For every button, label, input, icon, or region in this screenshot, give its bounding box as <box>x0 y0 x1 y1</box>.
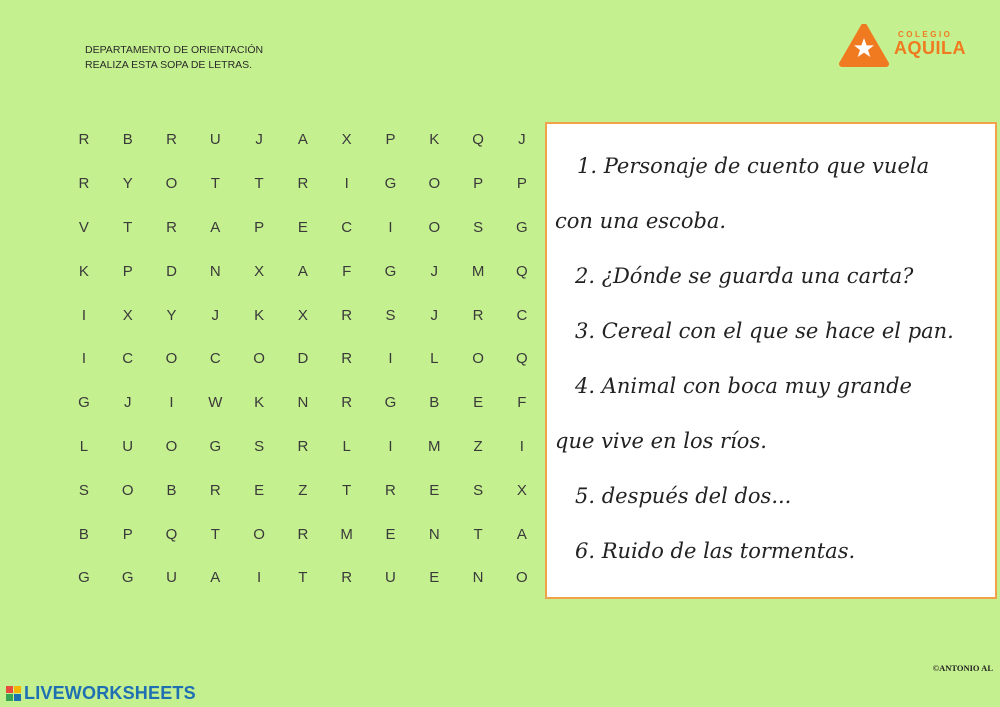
grid-cell[interactable]: P <box>385 131 396 149</box>
grid-cell[interactable]: J <box>255 131 263 149</box>
grid-cell[interactable]: R <box>341 569 353 587</box>
header-instruction: REALIZA ESTA SOPA DE LETRAS. <box>85 59 253 71</box>
grid-cell[interactable]: O <box>253 525 265 543</box>
grid-cell[interactable]: I <box>257 569 262 587</box>
grid-cell[interactable]: R <box>166 131 177 149</box>
grid-cell[interactable]: R <box>472 306 484 324</box>
clue-5: 5. después del dos... <box>575 484 792 508</box>
grid-cell[interactable]: X <box>122 306 133 324</box>
grid-cell[interactable]: E <box>429 481 440 499</box>
clue-2: 2. ¿Dónde se guarda una carta? <box>575 264 914 288</box>
grid-cell[interactable]: R <box>341 306 353 324</box>
grid-cell[interactable]: J <box>430 306 439 324</box>
grid-cell[interactable]: J <box>211 306 220 324</box>
grid-cell[interactable]: B <box>122 131 133 149</box>
grid-cell[interactable]: O <box>428 218 441 236</box>
header <box>85 43 263 73</box>
grid-cell[interactable]: R <box>341 350 353 368</box>
grid-cell[interactable]: P <box>122 525 133 543</box>
liveworksheets-logo-icon <box>6 686 21 701</box>
grid-cell[interactable]: U <box>385 569 396 587</box>
grid-cell[interactable]: P <box>122 262 133 280</box>
grid-cell[interactable]: Y <box>166 306 177 324</box>
grid-cell[interactable]: I <box>519 437 524 455</box>
clues-box <box>545 122 997 599</box>
grid-cell[interactable]: P <box>254 218 265 236</box>
grid-cell[interactable]: L <box>430 350 439 368</box>
grid-cell[interactable]: P <box>516 175 527 193</box>
clue-6: 6. Ruido de las tormentas. <box>575 539 856 563</box>
grid-cell[interactable]: J <box>430 262 439 280</box>
grid-cell[interactable]: I <box>388 350 393 368</box>
grid-cell[interactable]: Y <box>122 175 133 193</box>
grid-cell[interactable]: E <box>297 218 308 236</box>
grid-cell[interactable]: K <box>78 262 89 280</box>
school-logo <box>838 22 973 68</box>
grid-cell[interactable]: M <box>340 525 353 543</box>
grid-cell[interactable]: F <box>517 394 527 412</box>
grid-cell[interactable]: P <box>473 175 484 193</box>
grid-cell[interactable]: D <box>166 262 177 280</box>
grid-cell[interactable]: J <box>123 394 132 412</box>
grid-cell[interactable]: D <box>297 350 309 368</box>
grid-cell[interactable]: O <box>516 569 528 587</box>
grid-cell[interactable]: O <box>428 175 441 193</box>
grid-cell[interactable]: E <box>429 569 440 587</box>
grid-cell[interactable]: R <box>78 131 90 149</box>
grid-cell[interactable]: I <box>388 437 393 455</box>
grid-cell[interactable]: R <box>341 394 353 412</box>
clue-1: 1. Personaje de cuento que vuela <box>577 154 930 178</box>
grid-cell[interactable]: J <box>518 131 526 149</box>
grid-cell[interactable]: Q <box>516 350 528 368</box>
grid-cell[interactable]: Z <box>473 437 483 455</box>
grid-cell[interactable]: X <box>516 481 527 499</box>
grid-cell[interactable]: E <box>254 481 265 499</box>
grid-cell[interactable]: K <box>254 394 265 412</box>
star-logo-icon <box>838 24 890 68</box>
grid-cell[interactable]: Q <box>516 262 528 280</box>
grid-cell[interactable]: Q <box>165 525 178 543</box>
header-department: DEPARTAMENTO DE ORIENTACIÓN <box>85 44 264 56</box>
grid-cell[interactable]: B <box>429 394 440 412</box>
grid-cell[interactable]: I <box>344 175 349 193</box>
grid-cell[interactable]: G <box>384 175 397 193</box>
word-search-grid <box>62 118 544 600</box>
grid-cell[interactable]: L <box>79 437 89 455</box>
grid-cell[interactable]: G <box>209 437 222 455</box>
grid-cell[interactable]: S <box>78 481 89 499</box>
brand-label: LIVEWORKSHEETS <box>24 682 196 703</box>
clue-1-cont: con una escoba. <box>555 209 727 233</box>
grid-cell[interactable]: R <box>297 175 309 193</box>
grid-cell[interactable]: N <box>297 394 309 412</box>
grid-cell[interactable]: S <box>473 218 484 236</box>
grid-cell[interactable]: T <box>254 175 264 193</box>
grid-cell[interactable]: T <box>123 218 133 236</box>
grid-cell[interactable]: U <box>122 437 134 455</box>
grid-cell[interactable]: T <box>210 525 220 543</box>
grid-cell[interactable]: A <box>516 525 527 543</box>
grid-cell[interactable]: C <box>209 350 221 368</box>
grid-cell[interactable]: L <box>342 437 351 455</box>
grid-cell[interactable]: T <box>298 569 308 587</box>
grid-cell[interactable]: T <box>342 481 352 499</box>
grid-cell[interactable]: O <box>165 437 178 455</box>
grid-cell[interactable]: I <box>169 394 174 412</box>
grid-cell[interactable]: S <box>385 306 396 324</box>
grid-cell[interactable]: G <box>384 394 397 412</box>
grid-cell[interactable]: K <box>429 131 440 149</box>
grid-cell[interactable]: I <box>81 350 86 368</box>
grid-cell[interactable]: A <box>297 131 308 149</box>
grid-cell[interactable]: R <box>385 481 396 499</box>
logo-name: AQUILA <box>894 38 966 58</box>
grid-cell[interactable]: G <box>516 218 528 236</box>
grid-cell[interactable]: F <box>342 262 352 280</box>
grid-cell[interactable]: R <box>297 437 309 455</box>
grid-cell[interactable]: B <box>166 481 177 499</box>
grid-cell[interactable]: O <box>253 350 265 368</box>
grid-cell[interactable]: C <box>122 350 134 368</box>
clue-3: 3. Cereal con el que se hace el pan. <box>575 319 954 343</box>
grid-cell[interactable]: O <box>165 350 178 368</box>
clue-4-cont: que vive en los ríos. <box>555 429 767 453</box>
grid-cell[interactable]: C <box>341 218 353 236</box>
copyright: ©ANTONIO AL <box>932 663 993 673</box>
grid-cell[interactable]: A <box>210 218 221 236</box>
grid-cell[interactable]: O <box>472 350 484 368</box>
grid-cell[interactable]: R <box>209 481 221 499</box>
grid-cell[interactable]: S <box>473 481 484 499</box>
grid-cell[interactable]: G <box>384 262 397 280</box>
grid-cell[interactable]: U <box>166 569 177 587</box>
grid-cell[interactable]: G <box>121 569 134 587</box>
grid-cell[interactable]: R <box>166 218 177 236</box>
grid-cell[interactable]: E <box>385 525 396 543</box>
grid-cell[interactable]: N <box>209 262 221 280</box>
liveworksheets-brand[interactable] <box>6 682 196 704</box>
grid-cell[interactable]: R <box>78 175 90 193</box>
logo-small-text: COLEGIO <box>898 30 953 39</box>
clue-4: 4. Animal con boca muy grande <box>575 374 912 398</box>
grid-cell[interactable]: X <box>297 306 308 324</box>
grid-cell[interactable]: A <box>297 262 308 280</box>
grid-cell[interactable]: S <box>254 437 265 455</box>
grid-cell[interactable]: E <box>473 394 484 412</box>
grid-cell[interactable]: I <box>81 306 86 324</box>
grid-cell[interactable]: Q <box>472 131 484 149</box>
grid-cell[interactable]: W <box>208 394 223 412</box>
grid-cell[interactable]: K <box>254 306 265 324</box>
grid-cell[interactable]: B <box>78 525 89 543</box>
grid-cell[interactable]: O <box>165 175 178 193</box>
grid-cell[interactable]: N <box>472 569 484 587</box>
grid-cell[interactable]: X <box>254 262 265 280</box>
grid-cell[interactable]: O <box>121 481 134 499</box>
grid-cell[interactable]: T <box>210 175 220 193</box>
grid-cell[interactable]: G <box>78 569 90 587</box>
grid-cell[interactable]: C <box>516 306 528 324</box>
grid-cell[interactable]: M <box>471 262 485 280</box>
grid-cell[interactable]: M <box>428 437 441 455</box>
grid-cell[interactable]: R <box>297 525 309 543</box>
grid-cell[interactable]: X <box>341 131 352 149</box>
grid-cell[interactable]: T <box>473 525 483 543</box>
grid-cell[interactable]: Z <box>298 481 308 499</box>
grid-cell[interactable]: U <box>209 131 221 149</box>
grid-cell[interactable]: A <box>210 569 221 587</box>
grid-cell[interactable]: I <box>388 218 393 236</box>
grid-cell[interactable]: V <box>78 218 89 236</box>
grid-cell[interactable]: G <box>78 394 90 412</box>
grid-cell[interactable]: N <box>428 525 440 543</box>
